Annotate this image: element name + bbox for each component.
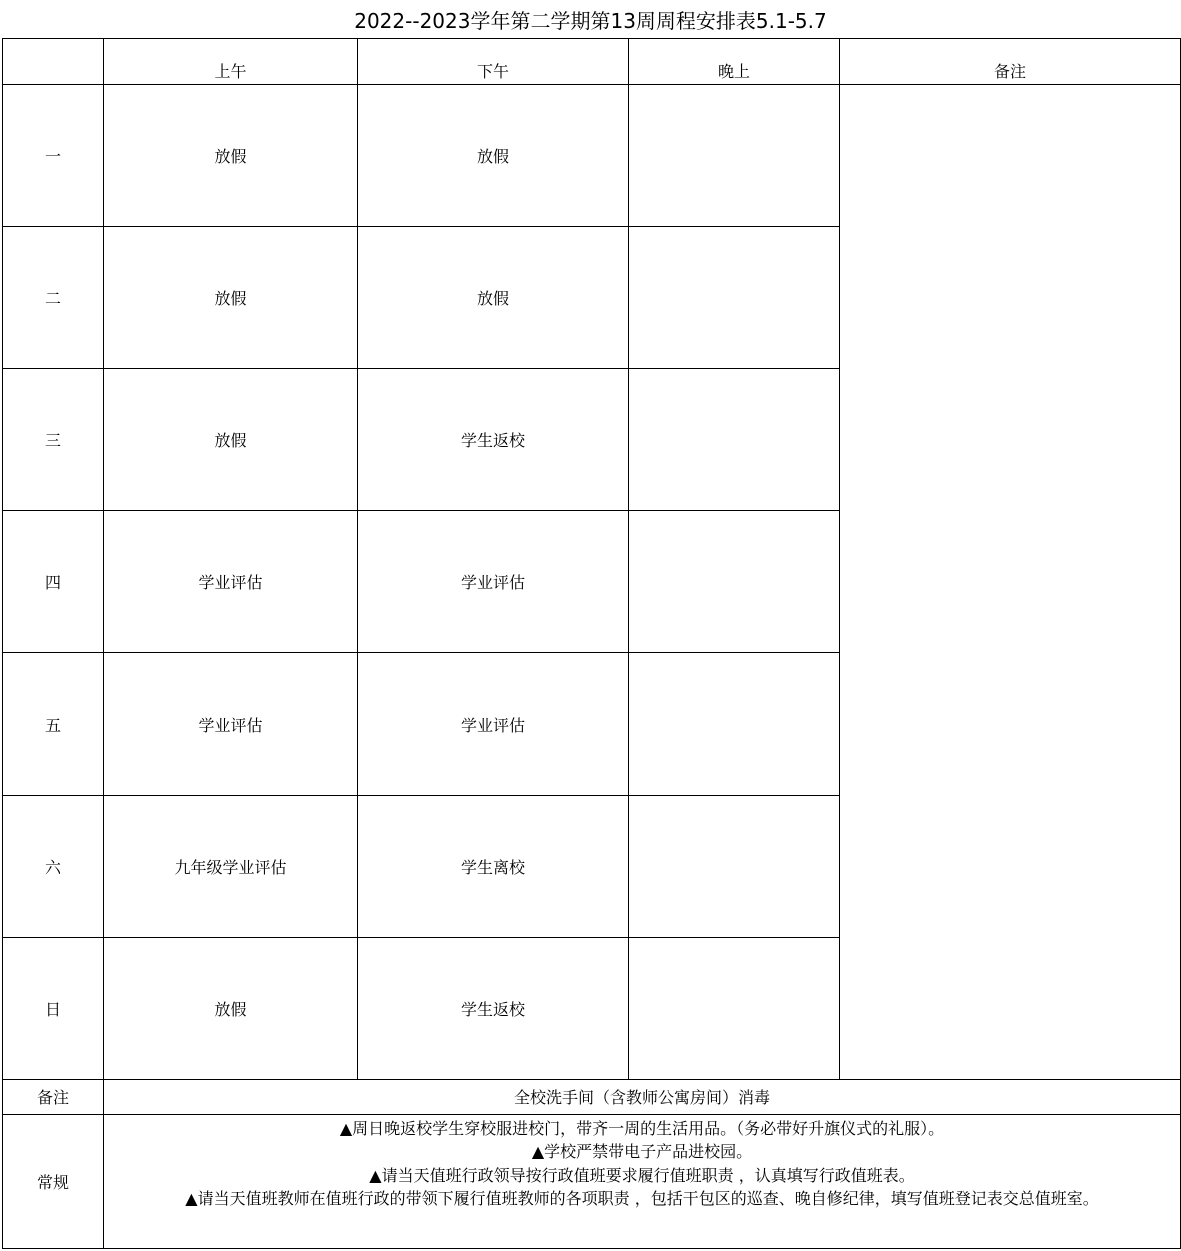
evening-cell [629, 369, 840, 511]
day-label: 一 [3, 85, 104, 227]
header-remarks: 备注 [840, 39, 1181, 85]
routine-row [3, 1114, 1181, 1248]
header-morning: 上午 [104, 39, 358, 85]
morning-cell: 放假 [104, 937, 358, 1079]
afternoon-cell: 学生返校 [358, 369, 629, 511]
afternoon-cell: 学业评估 [358, 511, 629, 653]
evening-cell [629, 937, 840, 1079]
morning-cell: 放假 [104, 227, 358, 369]
day-label: 六 [3, 795, 104, 937]
morning-cell: 放假 [104, 85, 358, 227]
header-row [3, 39, 1181, 85]
header-afternoon: 下午 [358, 39, 629, 85]
morning-cell: 学业评估 [104, 653, 358, 795]
routine-note-line: ▲请当天值班教师在值班行政的带领下履行值班教师的各项职责 ，包括干包区的巡查、晚自修纪律，填写值班登记表交总值班室。 [185, 1189, 1099, 1209]
routine-note-line: ▲请当天值班行政领导按行政值班要求履行值班职责 ，认真填写行政值班表。 [369, 1165, 915, 1185]
day-label: 三 [3, 369, 104, 511]
routine-label: 常规 [3, 1114, 104, 1248]
morning-cell: 学业评估 [104, 511, 358, 653]
morning-cell: 九年级学业评估 [104, 795, 358, 937]
routine-notes [104, 1114, 1181, 1248]
day-label: 日 [3, 937, 104, 1079]
afternoon-cell: 学生返校 [358, 937, 629, 1079]
evening-cell [629, 511, 840, 653]
remarks-column [840, 85, 1181, 1080]
routine-note-line: ▲学校严禁带电子产品进校园。 [531, 1142, 753, 1162]
day-label: 二 [3, 227, 104, 369]
morning-cell: 放假 [104, 369, 358, 511]
afternoon-cell: 学生离校 [358, 795, 629, 937]
day-label: 五 [3, 653, 104, 795]
footer-remarks-row [3, 1079, 1181, 1114]
footer-remarks-text: 全校洗手间（含教师公寓房间）消毒 [104, 1079, 1181, 1114]
routine-note-line: ▲周日晚返校学生穿校服进校门，带齐一周的生活用品。（务必带好升旗仪式的礼服）。 [339, 1118, 945, 1138]
day-label: 四 [3, 511, 104, 653]
afternoon-cell: 学业评估 [358, 653, 629, 795]
afternoon-cell: 放假 [358, 227, 629, 369]
schedule-table [2, 38, 1181, 1249]
header-corner [3, 39, 104, 85]
evening-cell [629, 85, 840, 227]
page-title: 2022--2023学年第二学期第13周周程安排表5.1-5.7 [354, 8, 827, 33]
evening-cell [629, 227, 840, 369]
afternoon-cell: 放假 [358, 85, 629, 227]
header-evening: 晚上 [629, 39, 840, 85]
evening-cell [629, 653, 840, 795]
evening-cell [629, 795, 840, 937]
table-row [3, 85, 1181, 227]
footer-remarks-label: 备注 [3, 1079, 104, 1114]
